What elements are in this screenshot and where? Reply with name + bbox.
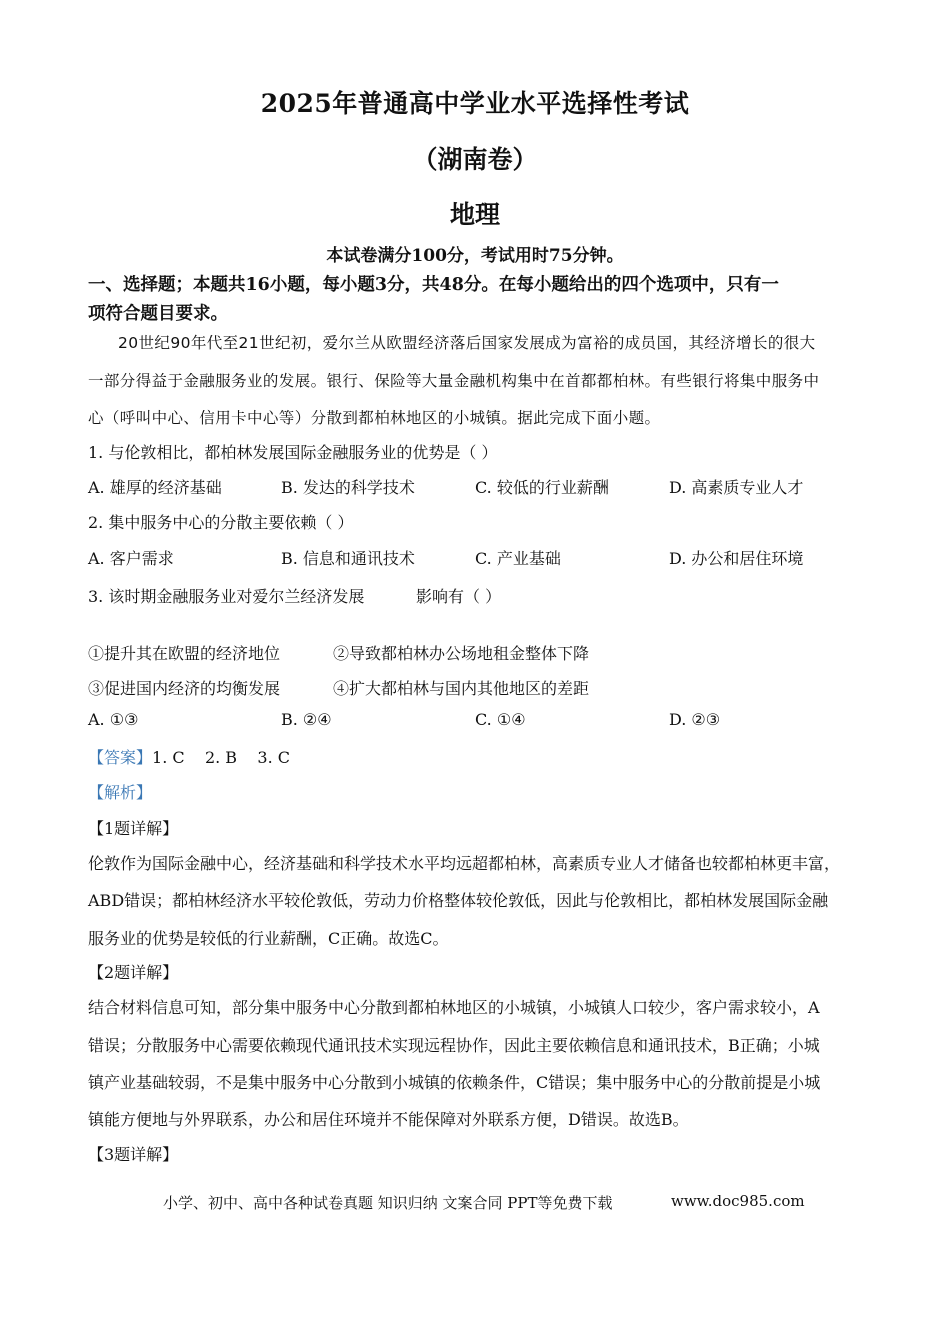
- detail-2-line-2: 错误；分散服务中心需要依赖现代通讯技术实现远程协作，因此主要依赖信息和通讯技术，B正确；小城: [88, 1036, 820, 1055]
- section-heading-line2: 项符合题目要求。: [88, 304, 228, 324]
- detail-2-line-4: 镇能方便地与外界联系，办公和居住环境并不能保障对外联系方便，D错误。故选B。: [88, 1110, 689, 1129]
- question-3-stem-part1: 3. 该时期金融服务业对爱尔兰经济发展: [88, 587, 365, 606]
- q1-option-b: B. 发达的科学技术: [281, 478, 415, 497]
- q3-option-d: D. ②③: [669, 710, 721, 729]
- answer-line: [88, 745, 290, 768]
- q3-statement-4: ④扩大都柏林与国内其他地区的差距: [333, 679, 590, 698]
- section-heading-line1: 一、选择题；本题共16小题，每小题3分，共48分。在每小题给出的四个选项中，只有一: [88, 275, 779, 295]
- q3-statement-3: ③促进国内经济的均衡发展: [88, 679, 281, 698]
- subject-title: 地理: [449, 200, 500, 229]
- passage-line-2: 一部分得益于金融服务业的发展。银行、保险等大量金融机构集中在首都都柏林。有些银行将集中服务中: [88, 372, 820, 390]
- detail-2-heading: 【2题详解】: [88, 963, 179, 982]
- answer-text: 1. C 2. B 3. C: [152, 748, 290, 767]
- question-2-stem: 2. 集中服务中心的分散主要依赖（ ）: [88, 513, 354, 532]
- q3-option-c: C. ①④: [475, 710, 526, 729]
- q3-option-a: A. ①③: [88, 710, 139, 729]
- detail-3-heading: 【3题详解】: [88, 1145, 179, 1164]
- q2-option-d: D. 办公和居住环境: [669, 549, 804, 568]
- q2-option-b: B. 信息和通讯技术: [281, 549, 415, 568]
- passage-line-1: 20世纪90年代至21世纪初，爱尔兰从欧盟经济落后国家发展成为富裕的成员国，其经济增长的很大: [118, 334, 816, 352]
- detail-1-line-3: 服务业的优势是较低的行业薪酬，C正确。故选C。: [88, 929, 449, 948]
- exam-title: 2025年普通高中学业水平选择性考试: [260, 89, 690, 118]
- q1-option-c: C. 较低的行业薪酬: [475, 478, 609, 497]
- q1-option-d: D. 高素质专业人才: [669, 478, 804, 497]
- question-3-stem-part2: 影响有（ ）: [416, 587, 502, 606]
- footer-text: 小学、初中、高中各种试卷真题 知识归纳 文案合同 PPT等免费下载: [163, 1194, 613, 1212]
- detail-2-line-1: 结合材料信息可知，部分集中服务中心分散到都柏林地区的小城镇，小城镇人口较少，客户需求较小，A: [88, 998, 820, 1017]
- q3-statement-1: ①提升其在欧盟的经济地位: [88, 644, 281, 663]
- detail-1-line-2: ABD错误；都柏林经济水平较伦敦低，劳动力价格整体较伦敦低，因此与伦敦相比，都柏林发展国际金融: [88, 891, 829, 910]
- passage-line-3: 心（呼叫中心、信用卡中心等）分散到都柏林地区的小城镇。据此完成下面小题。: [88, 409, 661, 427]
- q2-option-a: A. 客户需求: [88, 549, 174, 568]
- detail-2-line-3: 镇产业基础较弱，不是集中服务中心分散到小城镇的依赖条件，C错误；集中服务中心的分散前提是小城: [88, 1073, 821, 1092]
- footer-url[interactable]: www.doc985.com: [671, 1192, 805, 1210]
- q3-statement-2: ②导致都柏林办公场地租金整体下降: [333, 644, 590, 663]
- exam-subtitle: （湖南卷）: [412, 145, 538, 174]
- analysis-label: 【解析】: [88, 783, 153, 802]
- detail-1-line-1: 伦敦作为国际金融中心，经济基础和科学技术水平均远超都柏林，高素质专业人才储备也较都柏林更丰富，: [88, 854, 841, 873]
- answer-label: 【答案】: [88, 748, 153, 767]
- exam-meta: 本试卷满分100分，考试用时75分钟。: [326, 246, 624, 266]
- q2-option-c: C. 产业基础: [475, 549, 561, 568]
- q3-option-b: B. ②④: [281, 710, 332, 729]
- detail-1-heading: 【1题详解】: [88, 819, 179, 838]
- question-1-stem: 1. 与伦敦相比，都柏林发展国际金融服务业的优势是（ ）: [88, 443, 498, 462]
- q1-option-a: A. 雄厚的经济基础: [88, 478, 222, 497]
